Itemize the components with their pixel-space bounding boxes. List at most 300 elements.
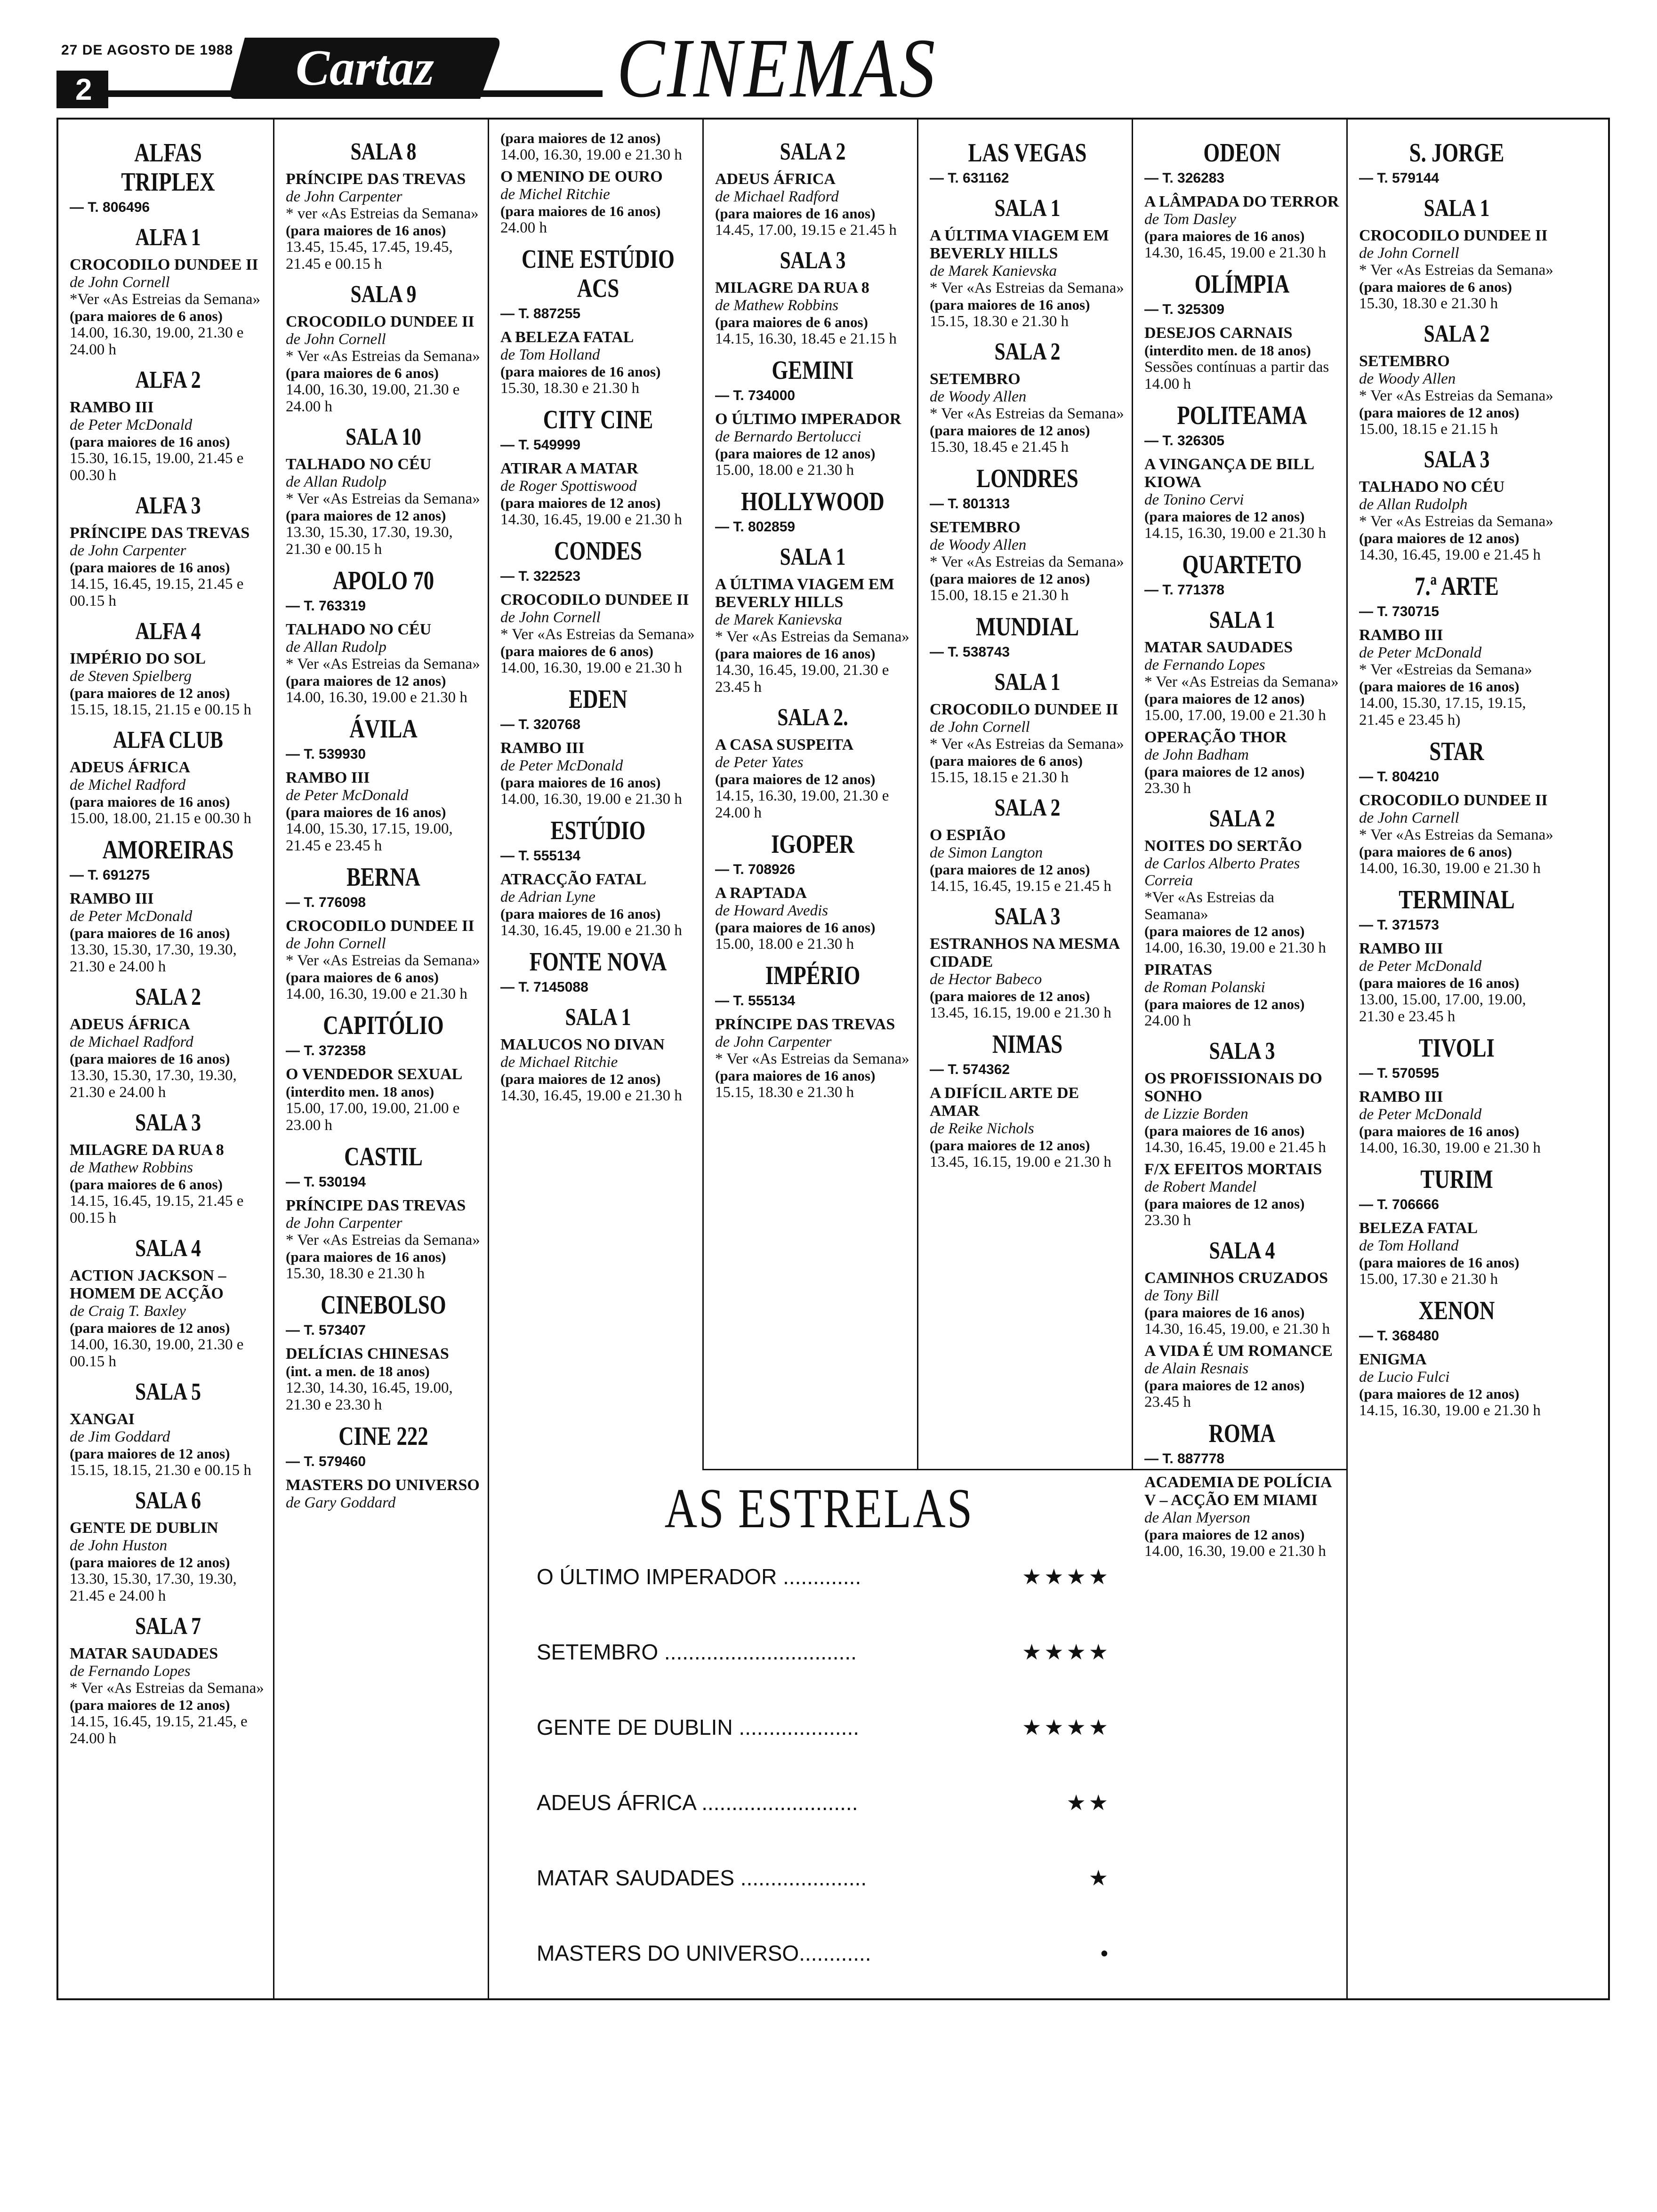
film-age-rating: (para maiores de 16 anos) bbox=[715, 205, 876, 222]
film-title: A LÂMPADA DO TERROR bbox=[1144, 193, 1339, 210]
film-age-rating: (para maiores de 16 anos) bbox=[1144, 228, 1305, 244]
film-director: de Howard Avedis bbox=[715, 902, 828, 919]
film-note: * Ver «As Estreias da Semana» bbox=[1359, 826, 1553, 843]
film-note: * Ver «As Estreias da Semana» bbox=[930, 736, 1124, 753]
film-director: de Hector Babeco bbox=[930, 971, 1042, 988]
sala-heading: SALA 1 bbox=[994, 195, 1061, 222]
cinema-name: AMOREIRAS bbox=[102, 835, 234, 865]
film-times: 15.00, 17.00, 19.00 e 21.30 h bbox=[1144, 707, 1326, 724]
film-director: de Allan Rudolp bbox=[286, 473, 386, 490]
sala-heading: SALA 3 bbox=[1424, 446, 1490, 473]
sala-heading: SALA 5 bbox=[135, 1378, 201, 1405]
film-times: 23.30 h bbox=[1144, 780, 1191, 797]
film-listing bbox=[930, 1084, 1125, 1170]
film-times: 23.30 h bbox=[1144, 1212, 1191, 1229]
film-listing bbox=[1144, 1269, 1340, 1338]
film-age-rating: (interdito men. 18 anos) bbox=[286, 1083, 434, 1100]
film-title: A VINGANÇA DE BILL KIOWA bbox=[1144, 456, 1314, 491]
film-director: de John Badham bbox=[1144, 746, 1249, 763]
page-number: 2 bbox=[56, 71, 108, 108]
film-listing bbox=[1144, 324, 1340, 393]
film-times: 15.15, 18.15, 21.30 e 00.15 h bbox=[70, 1462, 251, 1479]
film-director: de Tom Holland bbox=[1359, 1237, 1459, 1254]
cinema-phone: — T. 631162 bbox=[930, 170, 1009, 186]
film-age-rating: (para maiores de 12 anos) bbox=[930, 988, 1090, 1004]
film-note: * Ver «As Estreias da Semana» bbox=[1359, 262, 1553, 279]
film-times: 13.30, 15.30, 17.30, 19.30, 21.30 e 00.15 h bbox=[286, 524, 453, 558]
cinema-name: OLÍMPIA bbox=[1194, 270, 1290, 299]
film-times: 14.15, 16.45, 19.15, 21.45, e 24.00 h bbox=[70, 1713, 248, 1747]
cinema-name: CINEBOLSO bbox=[321, 1290, 446, 1320]
film-age-rating: (para maiores de 16 anos) bbox=[1144, 1304, 1305, 1321]
film-times: 14.00, 16.30, 19.00, 21.30 e 00.15 h bbox=[70, 1336, 244, 1370]
film-times: 15.30, 18.45 e 21.45 h bbox=[930, 439, 1069, 456]
sala-heading: SALA 7 bbox=[135, 1613, 201, 1640]
film-age-rating: (para maiores de 16 anos) bbox=[500, 774, 661, 791]
film-director: de John Carpenter bbox=[70, 542, 186, 559]
film-age-rating: (para maiores de 16 anos) bbox=[715, 919, 876, 936]
film-note: * Ver «As Estreias da Semana» bbox=[1144, 673, 1339, 690]
sala-heading: ALFA 2 bbox=[135, 367, 201, 393]
cinema-phone: — T. 325309 bbox=[1144, 302, 1225, 317]
film-listing bbox=[500, 460, 696, 528]
rating-row bbox=[499, 1690, 1139, 1765]
film-title: A ÚLTIMA VIAGEM EM BEVERLY HILLS bbox=[930, 227, 1109, 262]
rating-stars: ★★★★ bbox=[1022, 1715, 1111, 1739]
film-director: de Michel Ritchie bbox=[500, 186, 610, 203]
film-age-rating: (para maiores de 16 anos) bbox=[70, 793, 230, 810]
film-age-rating: (para maiores de 6 anos) bbox=[715, 314, 868, 330]
cinema-name: ESTÚDIO bbox=[550, 816, 646, 845]
film-title: RAMBO III bbox=[70, 399, 154, 416]
film-listing bbox=[70, 1141, 266, 1226]
film-director: de John Cornell bbox=[930, 719, 1030, 736]
film-title: CROCODILO DUNDEE II bbox=[1359, 227, 1548, 244]
film-title: ENIGMA bbox=[1359, 1351, 1427, 1368]
sala-heading: SALA 2. bbox=[777, 704, 848, 731]
film-age-rating: (para maiores de 12 anos) bbox=[286, 673, 446, 689]
film-listing bbox=[70, 1519, 266, 1604]
film-title: IMPÉRIO DO SOL bbox=[70, 650, 206, 667]
film-times: 14.30, 16.45, 19.00 e 21.30 h bbox=[500, 511, 682, 528]
film-age-rating: (para maiores de 12 anos) bbox=[1144, 1526, 1305, 1543]
cinema-phone: — T. 776098 bbox=[286, 895, 366, 910]
film-title: RAMBO III bbox=[1359, 940, 1443, 957]
film-director: de John Carpenter bbox=[286, 188, 402, 205]
film-director: de Gary Goddard bbox=[286, 1494, 396, 1511]
film-listing bbox=[286, 1345, 481, 1413]
film-director: de Lucio Fulci bbox=[1359, 1369, 1450, 1386]
film-times: 15.00, 18.00 e 21.30 h bbox=[715, 462, 854, 479]
sala-heading: SALA 2 bbox=[135, 984, 201, 1010]
film-director: de Roger Spottiswood bbox=[500, 478, 637, 495]
film-title: CROCODILO DUNDEE II bbox=[930, 701, 1118, 718]
film-age-rating: (para maiores de 16 anos) bbox=[286, 1249, 446, 1265]
film-listing bbox=[70, 399, 266, 484]
listing-column bbox=[58, 120, 273, 1998]
film-title: O ESPIÃO bbox=[930, 826, 1006, 844]
film-age-rating: (para maiores de 16 anos) bbox=[500, 363, 661, 380]
film-title: MATAR SAUDADES bbox=[1144, 639, 1293, 656]
cinema-name: NIMAS bbox=[992, 1030, 1063, 1059]
film-director: de Woody Allen bbox=[930, 537, 1027, 553]
rating-film-name: GENTE DE DUBLIN bbox=[537, 1715, 733, 1739]
rating-row bbox=[499, 1915, 1139, 1991]
film-director: de John Cornell bbox=[286, 331, 386, 348]
film-listing bbox=[500, 130, 696, 163]
film-times: 14.15, 16.45, 19.15, 21.45 e 00.15 h bbox=[70, 576, 244, 609]
film-times: 14.30, 16.45, 19.00 e 21.30 h bbox=[500, 922, 682, 939]
cartaz-logo-text: Cartaz bbox=[295, 40, 434, 96]
cinema-name: CAPITÓLIO bbox=[323, 1011, 444, 1040]
film-title: A BELEZA FATAL bbox=[500, 329, 634, 346]
film-age-rating: (para maiores de 16 anos) bbox=[1359, 975, 1520, 991]
film-age-rating: (para maiores de 12 anos) bbox=[70, 685, 230, 701]
cinema-name: GEMINI bbox=[772, 356, 854, 385]
film-title: RAMBO III bbox=[70, 890, 154, 907]
film-title: SETEMBRO bbox=[1359, 353, 1450, 370]
cinema-phone: — T. 555134 bbox=[500, 848, 581, 864]
cinema-phone: — T. 706666 bbox=[1359, 1197, 1440, 1212]
film-age-rating: (int. a men. de 18 anos) bbox=[286, 1363, 430, 1379]
film-title: CROCODILO DUNDEE II bbox=[500, 591, 689, 609]
film-age-rating: (para maiores de 12 anos) bbox=[1359, 404, 1520, 421]
sala-heading: SALA 6 bbox=[135, 1487, 201, 1514]
film-title: DESEJOS CARNAIS bbox=[1144, 324, 1293, 342]
film-director: de Alain Resnais bbox=[1144, 1360, 1249, 1377]
film-title: PIRATAS bbox=[1144, 961, 1213, 978]
film-age-rating: (para maiores de 12 anos) bbox=[1144, 763, 1305, 780]
film-listing bbox=[286, 917, 481, 1002]
film-title: O ÚLTIMO IMPERADOR bbox=[715, 410, 901, 428]
film-times: 24.00 h bbox=[500, 219, 547, 236]
sala-heading: SALA 3 bbox=[1209, 1038, 1275, 1065]
cinema-name: ÁVILA bbox=[349, 714, 418, 744]
cinema-name: 7.ª ARTE bbox=[1415, 572, 1499, 601]
film-age-rating: (para maiores de 16 anos) bbox=[1359, 1254, 1520, 1271]
film-title: NOITES DO SERTÃO bbox=[1144, 837, 1303, 855]
film-director: de Peter McDonald bbox=[500, 757, 623, 774]
cinema-phone: — T. 530194 bbox=[286, 1174, 366, 1190]
sala-heading: ALFA CLUB bbox=[113, 727, 223, 753]
film-title: DELÍCIAS CHINESAS bbox=[286, 1345, 449, 1362]
film-title: CROCODILO DUNDEE II bbox=[1359, 792, 1548, 809]
film-note: * Ver «As Estreias da Semana» bbox=[500, 626, 695, 643]
film-title: GENTE DE DUBLIN bbox=[70, 1519, 218, 1537]
film-times: 14.00, 15.30, 17.15, 19.00, 21.45 e 23.45 h bbox=[286, 820, 453, 854]
film-age-rating: (para maiores de 6 anos) bbox=[1359, 279, 1512, 295]
cinema-name: HOLLYWOOD bbox=[741, 487, 885, 516]
cinema-phone: — T. 574362 bbox=[930, 1062, 1010, 1077]
cinema-phone: — T. 555134 bbox=[715, 993, 796, 1009]
listing-column bbox=[273, 120, 488, 1998]
cinema-phone: — T. 763319 bbox=[286, 598, 366, 614]
listing-column bbox=[1346, 120, 1561, 1998]
film-listing bbox=[500, 329, 696, 397]
cinema-name: TIVOLI bbox=[1419, 1034, 1495, 1063]
film-title: OS PROFISSIONAIS DO SONHO bbox=[1144, 1070, 1322, 1105]
cinema-name: IGOPER bbox=[771, 830, 854, 859]
film-director: de John Carpenter bbox=[715, 1034, 832, 1050]
film-director: de Woody Allen bbox=[1359, 370, 1456, 387]
sala-heading: SALA 2 bbox=[994, 794, 1061, 821]
film-age-rating: (para maiores de 16 anos) bbox=[286, 222, 446, 239]
film-age-rating: (para maiores de 12 anos) bbox=[930, 570, 1090, 587]
film-director: de Mathew Robbins bbox=[715, 297, 839, 314]
cinema-phone: — T. 691275 bbox=[70, 867, 150, 883]
film-listing bbox=[286, 170, 481, 272]
film-listing bbox=[930, 519, 1125, 604]
film-times: 14.00, 16.30, 19.00 e 21.30 h bbox=[500, 791, 682, 808]
film-listing bbox=[70, 1016, 266, 1101]
film-times: 14.00, 16.30, 19.00 e 21.30 h bbox=[1359, 1139, 1541, 1156]
film-director: de Peter McDonald bbox=[70, 908, 193, 925]
film-director: de Tonino Cervi bbox=[1144, 491, 1244, 508]
film-times: 14.15, 16.45, 19.15, 21.45 e 00.15 h bbox=[70, 1193, 244, 1226]
film-title: PRÍNCIPE DAS TREVAS bbox=[286, 1197, 466, 1214]
film-listing bbox=[1144, 456, 1340, 542]
film-times: 13.00, 15.00, 17.00, 19.00, 21.30 e 23.45 h bbox=[1359, 991, 1526, 1025]
film-title: SETEMBRO bbox=[930, 519, 1021, 536]
sala-heading: SALA 3 bbox=[135, 1109, 201, 1136]
sala-heading: SALA 4 bbox=[1209, 1237, 1275, 1264]
film-listing bbox=[500, 1036, 696, 1104]
film-times: 14.00, 16.30, 19.00 e 21.30 h bbox=[286, 689, 467, 706]
film-listing bbox=[70, 524, 266, 609]
film-listing bbox=[286, 1476, 481, 1511]
film-age-rating: (para maiores de 6 anos) bbox=[70, 1176, 223, 1193]
film-age-rating: (para maiores de 6 anos) bbox=[286, 365, 439, 381]
film-title: ACTION JACKSON – HOMEM DE ACÇÃO bbox=[70, 1267, 226, 1302]
sala-heading: ALFA 3 bbox=[135, 492, 201, 519]
film-note: * Ver «Estreias da Semana» bbox=[1359, 661, 1532, 678]
cinema-phone: — T. 806496 bbox=[70, 200, 150, 215]
listing-column bbox=[917, 120, 1132, 1470]
film-times: 14.30, 16.45, 19.00 e 21.45 h bbox=[1359, 546, 1541, 563]
film-listing bbox=[1359, 1351, 1554, 1419]
film-listing bbox=[1144, 1070, 1340, 1156]
film-times: 14.45, 17.00, 19.15 e 21.45 h bbox=[715, 222, 897, 239]
film-note: * Ver «As Estreias da Semana» bbox=[286, 952, 480, 969]
film-listing bbox=[1359, 478, 1554, 563]
film-age-rating: (para maiores de 16 anos) bbox=[500, 203, 661, 219]
film-title: MATAR SAUDADES bbox=[70, 1645, 218, 1662]
cinema-name: CONDES bbox=[554, 537, 642, 566]
rating-film bbox=[537, 1840, 867, 1915]
film-director: de Craig T. Baxley bbox=[70, 1303, 186, 1320]
cinema-name: STAR bbox=[1429, 737, 1484, 766]
rating-film-name: ADEUS ÁFRICA bbox=[537, 1790, 696, 1815]
film-age-rating: (para maiores de 16 anos) bbox=[1144, 1122, 1305, 1139]
cinema-name: BERNA bbox=[346, 863, 420, 892]
film-listing bbox=[1144, 729, 1340, 797]
cinema-phone: — T. 326283 bbox=[1144, 170, 1225, 186]
film-director: de Tony Bill bbox=[1144, 1287, 1219, 1304]
film-listing bbox=[1144, 1474, 1340, 1560]
film-age-rating: (para maiores de 6 anos) bbox=[70, 308, 223, 324]
film-director: de Peter McDonald bbox=[1359, 958, 1482, 975]
film-listing bbox=[1144, 639, 1340, 724]
film-times: 13.45, 16.15, 19.00 e 21.30 h bbox=[930, 1154, 1111, 1170]
film-director: de Jim Goddard bbox=[70, 1428, 170, 1445]
film-listing bbox=[715, 1016, 910, 1101]
film-times: 15.30, 18.30 e 21.30 h bbox=[1359, 295, 1498, 312]
sala-heading: SALA 1 bbox=[994, 669, 1061, 696]
film-director: de Peter McDonald bbox=[286, 787, 409, 804]
sala-heading: SALA 4 bbox=[135, 1235, 201, 1262]
film-director: de John Carnell bbox=[1359, 809, 1459, 826]
listing-column bbox=[1132, 120, 1346, 1560]
film-listing bbox=[930, 701, 1125, 786]
film-listing bbox=[715, 576, 910, 696]
masthead bbox=[56, 9, 1610, 118]
film-listing bbox=[930, 935, 1125, 1021]
film-title: ESTRANHOS NA MESMA CIDADE bbox=[930, 935, 1119, 970]
film-note: * Ver «As Estreias da Semana» bbox=[286, 656, 480, 673]
film-director: de Peter Yates bbox=[715, 754, 804, 771]
film-note: *Ver «As Estreias da Seamana» bbox=[1144, 889, 1274, 923]
film-listing bbox=[715, 736, 910, 821]
film-title: RAMBO III bbox=[1359, 1088, 1443, 1106]
rating-dots: ............. bbox=[777, 1564, 861, 1589]
film-director: de John Cornell bbox=[70, 274, 170, 291]
film-listing bbox=[715, 884, 910, 953]
rating-film-name: O ÚLTIMO IMPERADOR bbox=[537, 1564, 777, 1589]
film-director: de Michael Radford bbox=[70, 1034, 193, 1050]
film-director: de Peter McDonald bbox=[70, 417, 193, 433]
film-age-rating: (para maiores de 6 anos) bbox=[286, 969, 439, 986]
rating-stars: ★★★★ bbox=[1022, 1564, 1111, 1589]
film-age-rating: (para maiores de 16 anos) bbox=[1359, 1123, 1520, 1139]
film-title: O VENDEDOR SEXUAL bbox=[286, 1066, 463, 1083]
film-times: 14.30, 16.45, 19.00 e 21.45 h bbox=[1144, 1139, 1326, 1156]
film-note: * Ver «As Estreias da Semana» bbox=[286, 348, 480, 365]
film-times: 15.15, 18.30 e 21.30 h bbox=[715, 1084, 854, 1101]
cinema-phone: — T. 734000 bbox=[715, 388, 796, 403]
film-listing bbox=[715, 410, 910, 479]
estrelas-box bbox=[499, 1478, 1139, 1996]
film-title: MALUCOS NO DIVAN bbox=[500, 1036, 665, 1053]
film-age-rating: (para maiores de 6 anos) bbox=[930, 753, 1083, 769]
sala-heading: SALA 10 bbox=[346, 424, 421, 450]
rating-dots: ................................ bbox=[658, 1640, 857, 1664]
film-director: de Roman Polanski bbox=[1144, 979, 1265, 996]
film-listing bbox=[70, 759, 266, 827]
film-title: A DIFÍCIL ARTE DE AMAR bbox=[930, 1084, 1079, 1120]
film-title: CROCODILO DUNDEE II bbox=[70, 256, 258, 273]
film-age-rating: (para maiores de 12 anos) bbox=[500, 1071, 661, 1087]
film-title: RAMBO III bbox=[500, 739, 585, 757]
estrelas-title: AS ESTRELAS bbox=[664, 1477, 974, 1539]
film-times: 15.15, 18.30 e 21.30 h bbox=[930, 313, 1069, 330]
sala-heading: SALA 1 bbox=[1424, 195, 1490, 222]
sala-heading: SALA 9 bbox=[350, 281, 417, 308]
film-director: de Michel Radford bbox=[70, 777, 186, 793]
rating-stars: ★ bbox=[1088, 1866, 1111, 1890]
film-listing bbox=[930, 227, 1125, 330]
film-times: 14.00, 16.30, 19.00 e 21.30 h bbox=[500, 146, 682, 163]
rating-dots: ............ bbox=[799, 1941, 871, 1965]
film-age-rating: (para maiores de 16 anos) bbox=[70, 1050, 230, 1067]
section-title: CINEMAS bbox=[617, 21, 938, 115]
film-title: A VIDA É UM ROMANCE bbox=[1144, 1342, 1333, 1360]
cinema-name: LONDRES bbox=[976, 464, 1078, 493]
film-listing bbox=[70, 890, 266, 975]
film-listing bbox=[286, 1066, 481, 1134]
film-listing bbox=[286, 456, 481, 558]
film-title: RAMBO III bbox=[1359, 626, 1443, 644]
film-title: F/X EFEITOS MORTAIS bbox=[1144, 1161, 1322, 1178]
film-listing bbox=[286, 621, 481, 706]
cinema-name: CITY CINE bbox=[543, 405, 653, 434]
film-director: de John Huston bbox=[70, 1537, 168, 1554]
film-director: de Fernando Lopes bbox=[1144, 657, 1265, 673]
cinema-name: LAS VEGAS bbox=[968, 138, 1087, 168]
film-listing bbox=[930, 370, 1125, 456]
film-times: 13.30, 15.30, 17.30, 19.30, 21.30 e 24.00 h bbox=[70, 941, 237, 975]
film-times: 15.15, 18.15, 21.15 e 00.15 h bbox=[70, 701, 251, 718]
film-times: 14.00, 16.30, 19.00, 21.30 e 24.00 h bbox=[286, 381, 460, 415]
cinema-phone: — T. 549999 bbox=[500, 437, 581, 453]
film-title: PRÍNCIPE DAS TREVAS bbox=[286, 170, 466, 188]
rating-stars: ★★★★ bbox=[1022, 1640, 1111, 1664]
film-listing bbox=[70, 1645, 266, 1747]
film-director: de Alan Myerson bbox=[1144, 1509, 1250, 1526]
film-age-rating: (para maiores de 12 anos) bbox=[70, 1320, 230, 1336]
film-times: 12.30, 14.30, 16.45, 19.00, 21.30 e 23.30 h bbox=[286, 1379, 453, 1413]
rating-film-name: SETEMBRO bbox=[537, 1640, 659, 1664]
film-title: PRÍNCIPE DAS TREVAS bbox=[70, 524, 250, 542]
film-title: TALHADO NO CÉU bbox=[286, 456, 432, 473]
sala-heading: ALFA 4 bbox=[135, 618, 201, 645]
film-title: O MENINO DE OURO bbox=[500, 168, 663, 185]
rating-film bbox=[537, 1539, 861, 1614]
film-listing bbox=[286, 769, 481, 854]
film-age-rating: (para maiores de 12 anos) bbox=[715, 445, 876, 462]
film-times: 14.00, 16.30, 19.00 e 21.30 h bbox=[1359, 860, 1541, 877]
film-note: * Ver «As Estreias da Semana» bbox=[930, 280, 1124, 297]
film-note: * Ver «As Estreias da Semana» bbox=[1359, 387, 1553, 404]
film-listing bbox=[1144, 1161, 1340, 1229]
film-listing bbox=[1359, 1088, 1554, 1156]
rating-row bbox=[499, 1614, 1139, 1690]
cinema-name: TURIM bbox=[1420, 1165, 1493, 1194]
cinema-name: S. JORGE bbox=[1409, 138, 1504, 168]
film-times: 14.00, 15.30, 17.15, 19.15, 21.45 e 23.45 h) bbox=[1359, 695, 1526, 729]
cinema-phone: — T. 579144 bbox=[1359, 170, 1440, 186]
film-age-rating: (para maiores de 16 anos) bbox=[715, 645, 876, 662]
sala-heading: SALA 8 bbox=[350, 138, 417, 165]
rating-film bbox=[537, 1915, 871, 1991]
film-times: 14.30, 16.45, 19.00, 21.30 e 23.45 h bbox=[715, 662, 889, 696]
film-times: 14.15, 16.45, 19.15 e 21.45 h bbox=[930, 878, 1111, 895]
film-times: 14.15, 16.30, 19.00, 21.30 e 24.00 h bbox=[715, 787, 889, 821]
film-age-rating: (para maiores de 12 anos) bbox=[70, 1554, 230, 1571]
film-note: * Ver «As Estreias da Semana» bbox=[715, 628, 909, 645]
film-note: * ver «As Estreias da Semana» bbox=[286, 205, 479, 222]
film-times: 24.00 h bbox=[1144, 1012, 1191, 1029]
film-director: de Simon Langton bbox=[930, 844, 1043, 861]
film-times: 14.15, 16.30, 19.00 e 21.30 h bbox=[1359, 1402, 1541, 1419]
sala-heading: SALA 3 bbox=[994, 903, 1061, 930]
film-title: CAMINHOS CRUZADOS bbox=[1144, 1269, 1328, 1287]
cinema-phone: — T. 570595 bbox=[1359, 1066, 1440, 1081]
rating-film-name: MASTERS DO UNIVERSO bbox=[537, 1941, 799, 1965]
film-times: 15.00, 18.15 e 21.30 h bbox=[930, 587, 1069, 604]
film-age-rating: (para maiores de 12 anos) bbox=[930, 1137, 1090, 1154]
film-listing bbox=[1144, 193, 1340, 261]
sala-heading: SALA 3 bbox=[780, 247, 846, 274]
